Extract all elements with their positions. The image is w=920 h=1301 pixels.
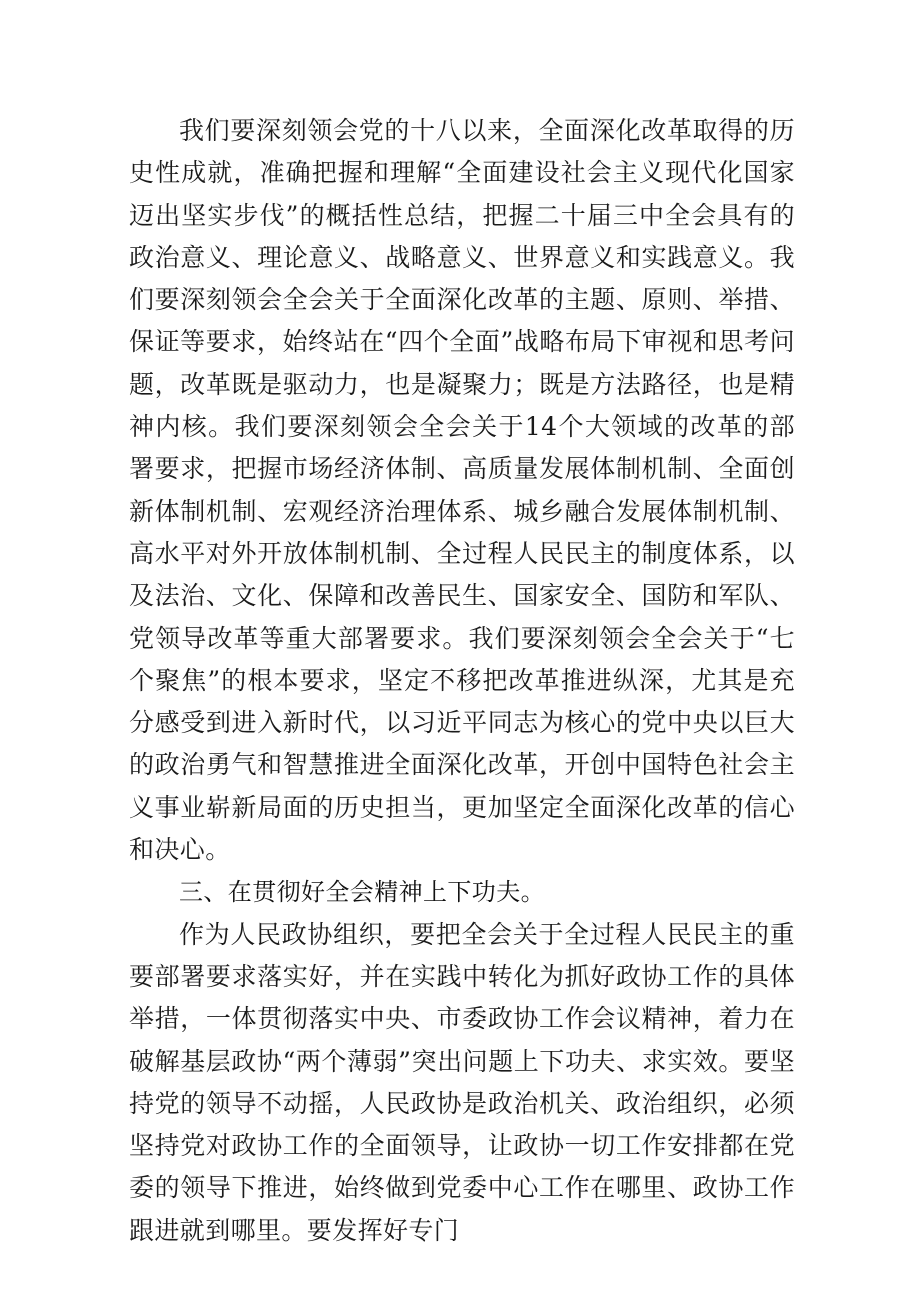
paragraph-reform-understanding: 我们要深刻领会党的十八以来，全面深化改革取得的历史性成就，准确把握和理解“全面建设社会主义现代化国家迈出坚实步伐”的概括性总结，把握二十届三中全会具有的政治意义、理论意义、战略意义、世界意义和实践意义。我们要深刻领会全会关于全面深化改革的主题、原则、举措、保证等要求，始终站在“四个全面”战略布局下审视和思考问题，改革既是驱动力，也是凝聚力；既是方法路径，也是精神内核。我们要深刻领会全会关于14个大领域的改革的部署要求，把握市场经济体制、高质量发展体制机制、全面创新体制机制、宏观经济治理体系、城乡融合发展体制机制、高水平对外开放体制机制、全过程人民民主的制度体系，以及法治、文化、保障和改善民生、国家安全、国防和军队、党领导改革等重大部署要求。我们要深刻领会全会关于“七个聚焦”的根本要求，坚定不移把改革推进纵深，尤其是充分感受到进入新时代，以习近平同志为核心的党中央以巨大的政治勇气和智慧推进全面深化改革，开创中国特色社会主义事业崭新局面的历史担当，更加坚定全面深化改革的信心和决心。 xyxy=(129,116,795,865)
paragraph-cppcc-implementation: 作为人民政协组织，要把全会关于全过程人民民主的重要部署要求落实好，并在实践中转化为抓好政协工作的具体举措，一体贯彻落实中央、市委政协工作会议精神，着力在破解基层政协“两个薄弱”突出问题上下功夫、求实效。要坚持党的领导不动摇，人民政协是政治机关、政治组织，必须坚持党对政协工作的全面领导，让政协一切工作安排都在党委的领导下推进，始终做到党委中心工作在哪里、政协工作跟进就到哪里。要发挥好专门 xyxy=(129,919,795,1245)
document-body xyxy=(129,110,795,1252)
section-heading-three: 三、在贯彻好全会精神上下功夫。 xyxy=(179,878,545,907)
